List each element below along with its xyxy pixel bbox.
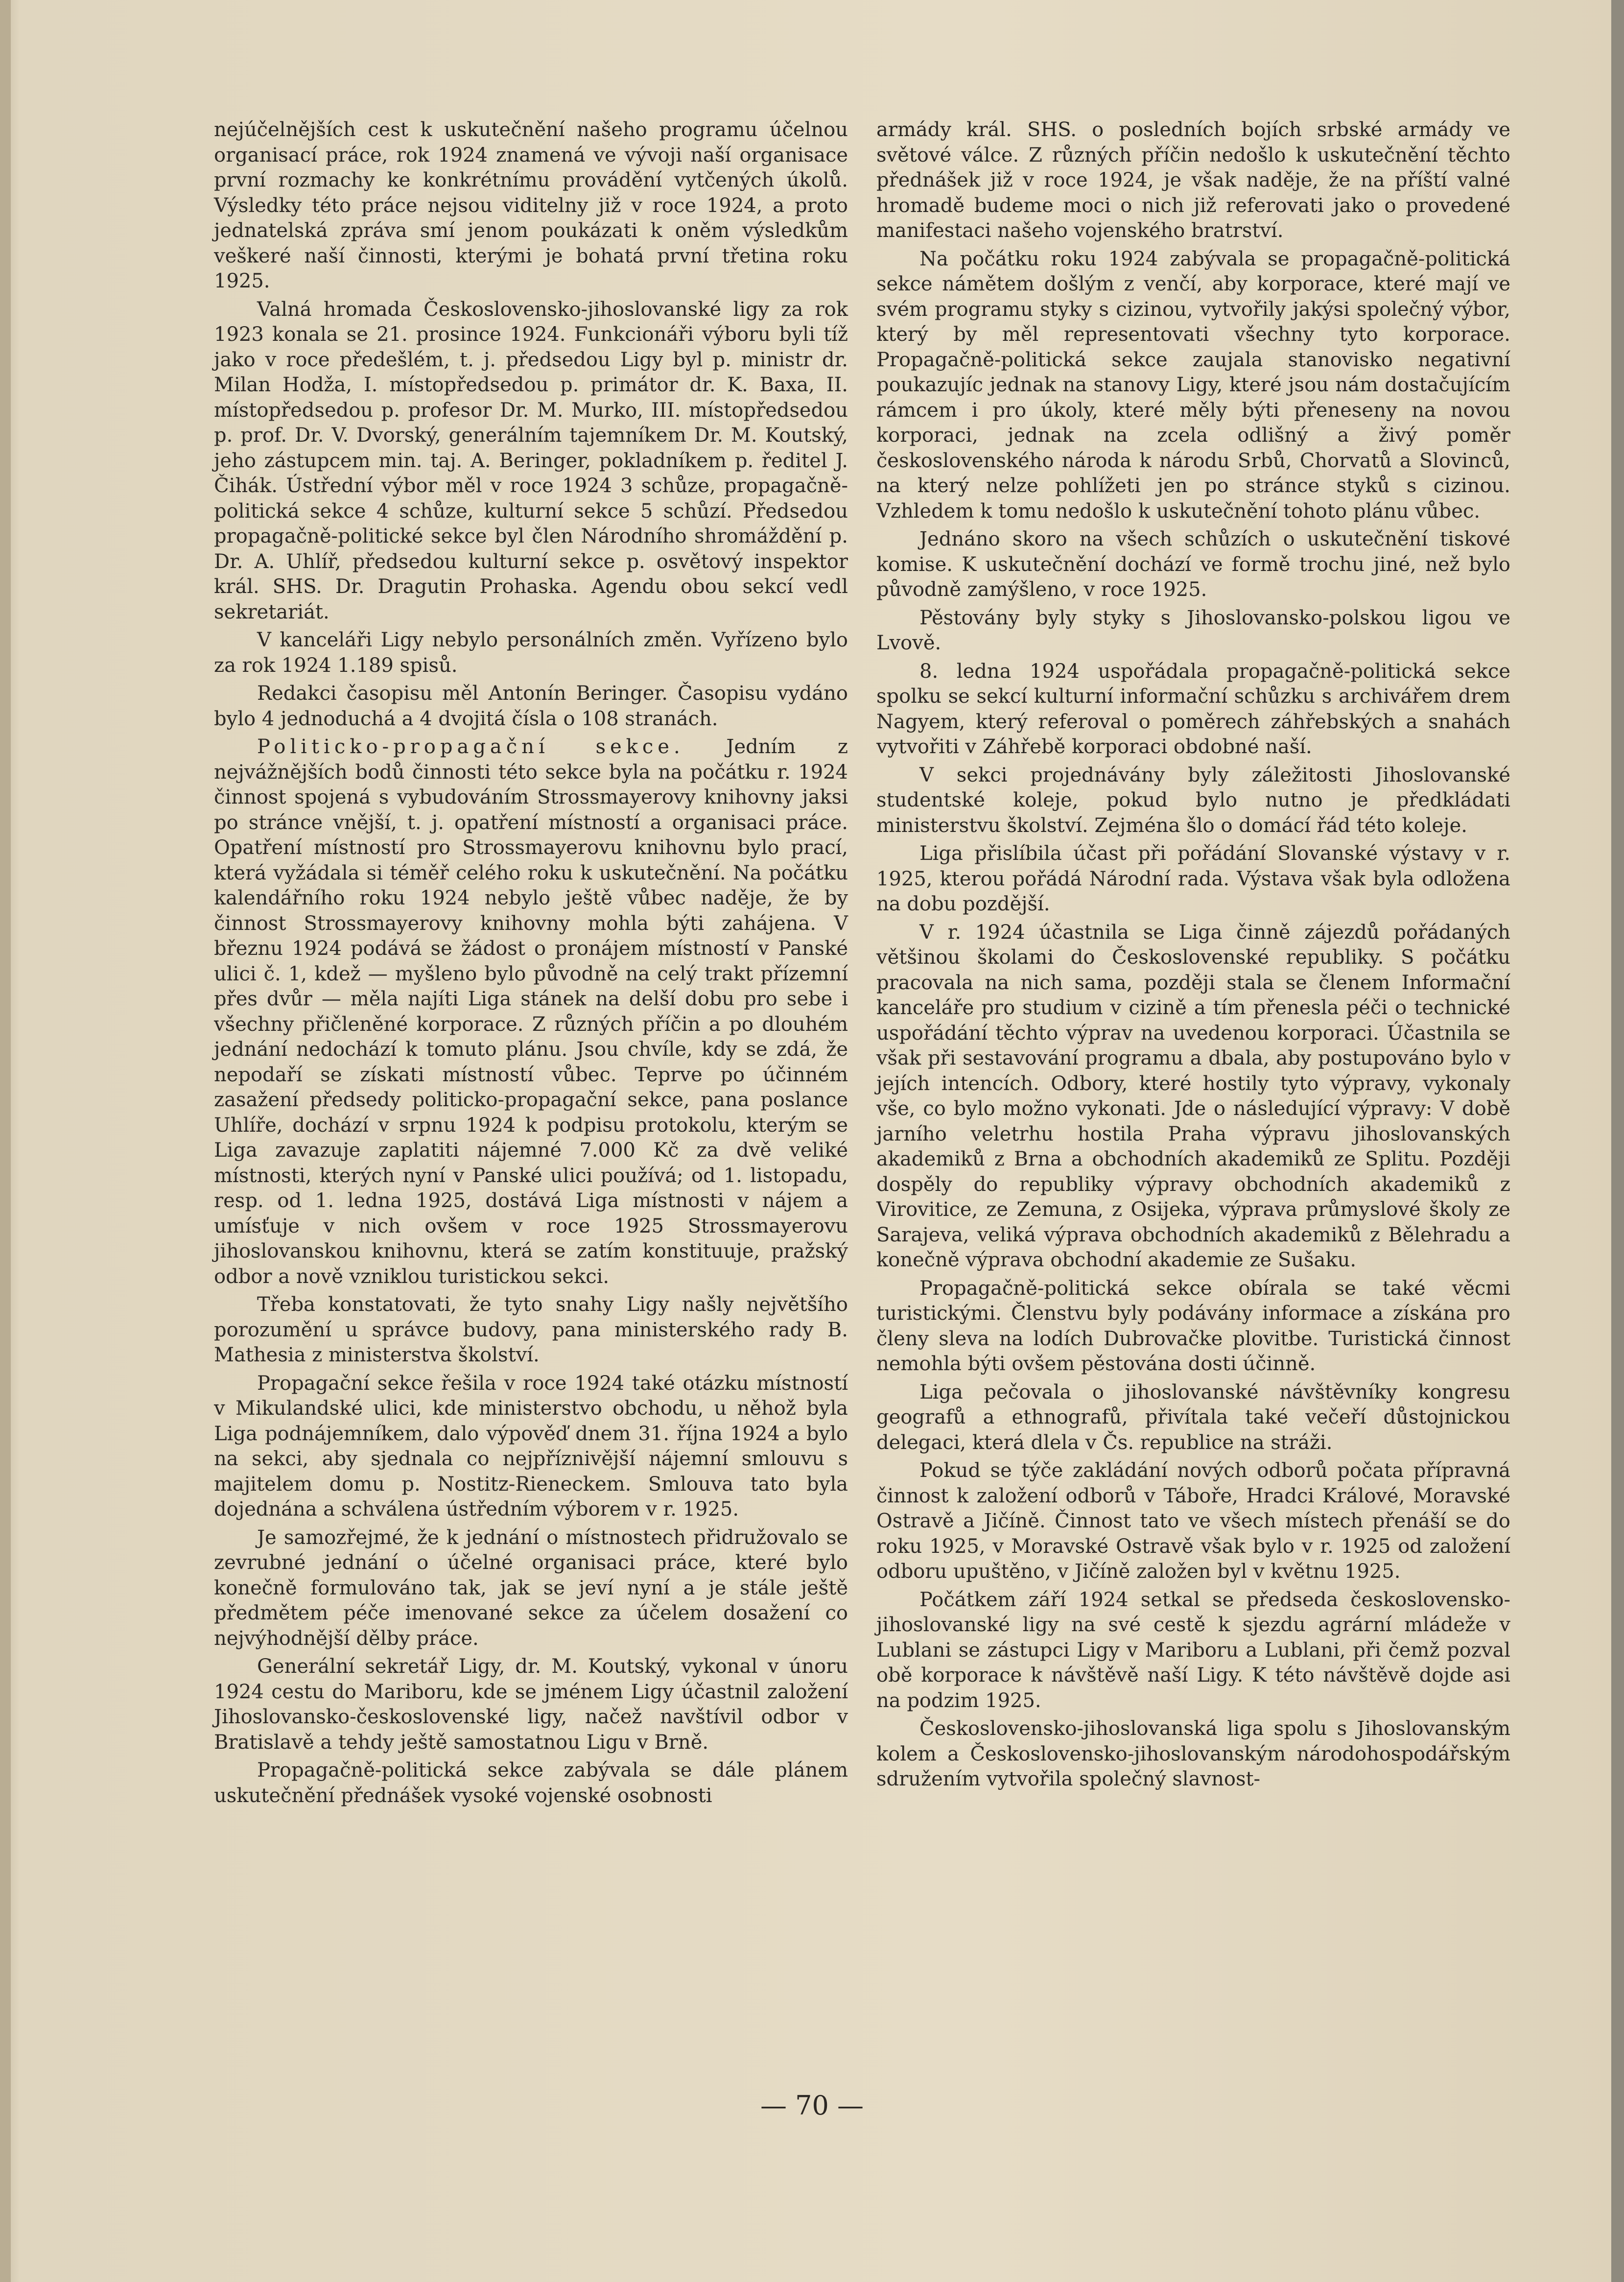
paragraph: Redakci časopisu měl Antonín Beringer. Časopisu vydáno bylo 4 jednoduchá a 4 dvojitá čísla o 108 stranách. bbox=[214, 682, 848, 730]
section-heading: Politicko-propagační sekce. bbox=[257, 736, 684, 758]
paragraph: Propagační sekce řešila v roce 1924 také otázku místností v Mikulandské ulici, kde ministerstvo obchodu, u něhož byla Liga podnájemníkem, dalo výpověď dnem 31. října 1924 a bylo na sekci, aby sjednala co nejpříznivější nájemní smlouvu s majitelem domu p. Nostitz-Rieneckem. Smlouva tato byla dojednána a schválena ústředním výborem v r. 1925. bbox=[214, 1372, 848, 1521]
paragraph: Liga pečovala o jihoslovanské návštěvníky kongresu geografů a ethnografů, přivítala také večeří důstojnickou delegaci, která dlela v Čs. republice na stráži. bbox=[876, 1380, 1510, 1454]
text-column-left bbox=[214, 118, 848, 1811]
paragraph: 8. ledna 1924 uspořádala propagačně-politická sekce spolku se sekcí kulturní informační schůzku s archivářem drem Nagyem, který referoval o poměrech záhřebských a snahách vytvořiti v Záhřebě korporaci obdobné naší. bbox=[876, 660, 1510, 758]
paragraph: V r. 1924 účastnila se Liga činně zájezdů pořádaných většinou školami do Československé republiky. S počátku pracovala na nich sama, později stala se členem Informační kanceláře pro studium v cizině a tím přenesla péči o technické uspořádání těchto výprav na uvedenou korporaci. Účastnila se však při sestavování programu a dbala, aby postupováno bylo v jejích intencích. Odbory, které hostily tyto výpravy, vykonaly vše, co bylo možno vykonati. Jde o následující výpravy: V době jarního veletrhu hostila Praha výpravu jihoslovanských akademiků z Brna a obchodních akademiků ze Splitu. Později dospěly do republiky výpravy obchodních akademiků z Virovitice, ze Zemuna, z Osijeka, výprava průmyslové školy ze Sarajeva, veliká výprava obchodních akademiků z Bělehradu a konečně výprava obchodní akademie ze Sušaku. bbox=[876, 921, 1510, 1271]
section-text: Jedním z nejvážnějších bodů činnosti této sekce byla na počátku r. 1924 činnost spojená s vybudováním Strossmayerovy knihovny jaksi po stránce vnější, t. j. opatření místností a organisaci práce. Opatření místností pro Strossmayerovu knihovnu bylo prací, která vyžádala si téměř celého roku k uskutečnění. Na počátku kalendářního roku 1924 nebylo ještě vůbec naděje, že by činnost Strossmayerovy knihovny mohla býti zahájena. V březnu 1924 podává se žádost o pronájem místností v Panské ulici č. 1, kdež — myšleno bylo původně na celý trakt přízemní přes dvůr — měla najíti Liga stánek na delší dobu pro sebe i všechny přičleněné korporace. Z různých příčin a po dlouhém jednání nedochází k tomuto plánu. Jsou chvíle, kdy se zdá, že nepodaří se získati místností vůbec. Teprve po účinném zasažení předsedy politicko-propagační sekce, pana poslance Uhlíře, dochází v srpnu 1924 k podpisu protokolu, kterým se Liga zavazuje zaplatiti nájemné 7.000 Kč za dvě veliké místnosti, kterých nyní v Panské ulici používá; od 1. listopadu, resp. od 1. ledna 1925, dostává Liga místnosti v nájem a umísťuje v nich ovšem v roce 1925 Strossmayerovu jihoslovanskou knihovnu, která se zatím konstituuje, pražský odbor a nově vzniklou turistickou sekci. bbox=[214, 736, 848, 1288]
paragraph: Československo-jihoslovanská liga spolu s Jihoslovanským kolem a Československo-jihoslovanským národohospodářským sdružením vytvořila společný slavnost- bbox=[876, 1717, 1510, 1790]
paragraph: V kanceláři Ligy nebylo personálních změn. Vyřízeno bylo za rok 1924 1.189 spisů. bbox=[214, 629, 848, 677]
paragraph: Pěstovány byly styky s Jihoslovansko-polskou ligou ve Lvově. bbox=[876, 606, 1510, 654]
paragraph: nejúčelnějších cest k uskutečnění našeho programu účelnou organisací práce, rok 1924 znamená ve vývoji naší organisace první rozmachy ke konkrétnímu provádění vytčených úkolů. Výsledky této práce nejsou viditelny již v roce 1924, a proto jednatelská zpráva smí jenom poukázati k oněm výsledkům veškeré naší činnosti, kterými je bohatá první třetina roku 1925. bbox=[214, 119, 848, 292]
paragraph: V sekci projednávány byly záležitosti Jihoslovanské studentské koleje, pokud bylo nutno je předkládati ministerstvu školství. Zejména šlo o domácí řád této koleje. bbox=[876, 763, 1510, 837]
paragraph: Valná hromada Československo-jihoslovanské ligy za rok 1923 konala se 21. prosince 1924. Funkcionáři výboru byli tíž jako v roce předešlém, t. j. předsedou Ligy byl p. ministr dr. Milan Hodža, I. místopředsedou p. primátor dr. K. Baxa, II. místopředsedou p. profesor Dr. M. Murko, III. místopředsedou p. prof. Dr. V. Dvorský, generálním tajemníkem Dr. M. Koutský, jeho zástupcem min. taj. A. Beringer, pokladníkem p. ředitel J. Čihák. Ústřední výbor měl v roce 1924 3 schůze, propagačně-politická sekce 4 schůze, kulturní sekce 5 schůzí. Předsedou propagačně-politické sekce byl člen Národního shromáždění p. Dr. A. Uhlíř, předsedou kulturní sekce p. osvětový inspektor král. SHS. Dr. Dragutin Prohaska. Agendu obou sekcí vedl sekretariát. bbox=[214, 298, 848, 623]
paragraph: Liga přislíbila účast při pořádání Slovanské výstavy v r. 1925, kterou pořádá Národní rada. Výstava však byla odložena na dobu pozdější. bbox=[876, 842, 1510, 915]
page-edge-right bbox=[1611, 0, 1624, 2282]
paragraph: Pokud se týče zakládání nových odborů počata přípravná činnost k založení odborů v Táboře, Hradci Králové, Moravské Ostravě a Jičíně. Činnost tato ve všech místech přenáší se do roku 1925, v Moravské Ostravě však bylo v r. 1925 od založení odboru upuštěno, v Jičíně založen byl v květnu 1925. bbox=[876, 1459, 1510, 1583]
paragraph: Propagačně-politická sekce zabývala se dále plánem uskutečnění přednášek vysoké vojenské osobnosti bbox=[214, 1759, 848, 1807]
section-paragraph bbox=[214, 735, 848, 1289]
paragraph: Generální sekretář Ligy, dr. M. Koutský, vykonal v únoru 1924 cestu do Mariboru, kde se jménem Ligy účastnil založení Jihoslovansko-československé ligy, načež navštívil odbor v Bratislavě a tehdy ještě samostatnou Ligu v Brně. bbox=[214, 1655, 848, 1754]
paragraph: Počátkem září 1924 setkal se předseda československo-jihoslovanské ligy na své cestě k sjezdu agrární mládeže v Lublani se zástupci Ligy v Mariboru a Lublani, při čemž pozval obě korporace k návštěvě naší Ligy. K této návštěvě dojde asi na podzim 1925. bbox=[876, 1588, 1510, 1712]
paragraph: Propagačně-politická sekce obírala se také věcmi turistickými. Členstvu byly podávány informace a získána pro členy sleva na lodích Dubrovačke plovitbe. Turistická činnost nemohla býti ovšem pěstována dosti účinně. bbox=[876, 1277, 1510, 1375]
paragraph: Na počátku roku 1924 zabývala se propagačně-politická sekce námětem došlým z venčí, aby korporace, které mají ve svém programu styky s cizinou, vytvořily jakýsi společný výbor, který by měl representovati všechny tyto korporace. Propagačně-politická sekce zaujala stanovisko negativní poukazujíc jednak na stanovy Ligy, které jsou nám dostačujícím rámcem i pro úkoly, které měly býti přeneseny na novou korporaci, jednak na zcela odlišný a živý poměr československého národa k národu Srbů, Chorvatů a Slovinců, na který nelze pohlížeti jen po stránce styků s cizinou. Vzhledem k tomu nedošlo k uskutečnění tohoto plánu vůbec. bbox=[876, 247, 1510, 523]
paragraph: Jednáno skoro na všech schůzích o uskutečnění tiskové komise. K uskutečnění dochází ve formě trochu jiné, než bylo původně zamýšleno, v roce 1925. bbox=[876, 528, 1510, 601]
paragraph: armády král. SHS. o posledních bojích srbské armády ve světové válce. Z různých příčin nedošlo k uskutečnění těchto přednášek již v roce 1924, je však naděje, že na příští valné hromadě budeme moci o nich již referovati jako o provedené manifestaci našeho vojenského bratrství. bbox=[876, 119, 1510, 242]
text-column-right bbox=[876, 118, 1510, 1795]
page-edge-left bbox=[0, 0, 11, 2282]
page-number: — 70 — bbox=[760, 2090, 864, 2121]
paragraph: Je samozřejmé, že k jednání o místnostech přidružovalo se zevrubné jednání o účelné organisaci práce, které bylo konečně formulováno tak, jak se jeví nyní a je stále ještě předmětem péče imenované sekce za účelem dosažení co nejvýhodnější dělby práce. bbox=[214, 1526, 848, 1650]
paragraph: Třeba konstatovati, že tyto snahy Ligy našly největšího porozumění u správce budovy, pana ministerského rady B. Mathesia z ministerstva školství. bbox=[214, 1293, 848, 1366]
